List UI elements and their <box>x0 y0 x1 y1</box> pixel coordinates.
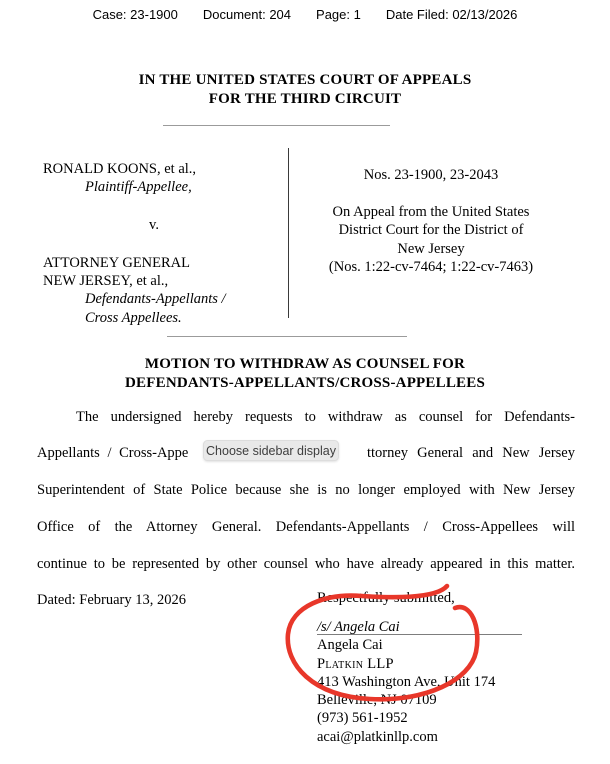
caption-rule <box>167 336 407 337</box>
motion-title-line2: DEFENDANTS-APPELLANTS/CROSS-APPELLEES <box>125 375 485 391</box>
court-title <box>0 71 610 109</box>
appeal-origin-line4: (Nos. 1:22-cv-7464; 1:22-cv-7463) <box>328 259 534 276</box>
stamp-case: Case: 23-1900 <box>92 7 178 22</box>
defendant-role-line2: Cross Appellees. <box>85 309 182 326</box>
appeal-origin-line1: On Appeal from the United States <box>332 203 530 220</box>
stamp-date-filed: Date Filed: 02/13/2026 <box>385 7 518 22</box>
court-title-line1: IN THE UNITED STATES COURT OF APPEALS <box>138 72 472 88</box>
versus: v. <box>149 217 159 234</box>
dated-line: Dated: February 13, 2026 <box>37 592 186 608</box>
motion-title-line1: MOTION TO WITHDRAW AS COUNSEL FOR <box>144 356 466 372</box>
body-line-1: The undersigned hereby requests to withdraw as counsel for Defendants- <box>76 409 575 425</box>
stamp-document: Document: 204 <box>202 7 292 22</box>
stamp-page: Page: 1 <box>316 7 361 22</box>
ecf-stamp <box>0 7 610 22</box>
firm-name: Platkin LLP <box>317 655 394 672</box>
title-rule <box>163 125 390 126</box>
caption-docket-block <box>295 166 567 276</box>
appeal-origin-line2: District Court for the District of <box>338 222 524 239</box>
party-plaintiff: RONALD KOONS, et al., <box>43 161 197 177</box>
body-line-2-left: Appellants / Cross-Appe <box>37 445 189 461</box>
electronic-signature: /s/ Angela Cai <box>317 619 400 635</box>
email-address: acai@platkinllp.com <box>317 728 438 745</box>
appeal-origin-line3: New Jersey <box>397 240 465 257</box>
court-title-line2: FOR THE THIRD CIRCUIT <box>208 91 402 107</box>
signature-block <box>317 618 495 746</box>
address-line1: 413 Washington Ave, Unit 174 <box>317 673 496 690</box>
defendant-role-line1: Defendants-Appellants / <box>85 291 226 308</box>
motion-title <box>0 355 610 393</box>
respectfully-line: Respectfully submitted, <box>317 590 455 606</box>
party-defendant-line2: NEW JERSEY, et al., <box>43 273 169 290</box>
body-line-5: continue to be represented by other counsel who have already appeared in this matter. <box>37 556 575 572</box>
party-defendant-line1: ATTORNEY GENERAL <box>43 254 191 271</box>
caption-divider <box>288 148 289 318</box>
docket-numbers: Nos. 23-1900, 23-2043 <box>363 167 499 183</box>
body-line-4: Office of the Attorney General. Defendants-Appellants / Cross-Appellees will <box>37 519 575 535</box>
address-line2: Belleville, NJ 07109 <box>317 692 437 709</box>
signer-name: Angela Cai <box>317 637 383 654</box>
body-line-3: Superintendent of State Police because she is no longer employed with New Jersey <box>37 482 575 498</box>
plaintiff-role: Plaintiff-Appellee, <box>85 179 192 196</box>
caption-plaintiff-block <box>43 160 279 327</box>
sidebar-display-tooltip: Choose sidebar display <box>203 440 339 461</box>
phone-number: (973) 561-1952 <box>317 710 408 727</box>
body-line-2-right: ttorney General and New Jersey <box>366 445 575 461</box>
